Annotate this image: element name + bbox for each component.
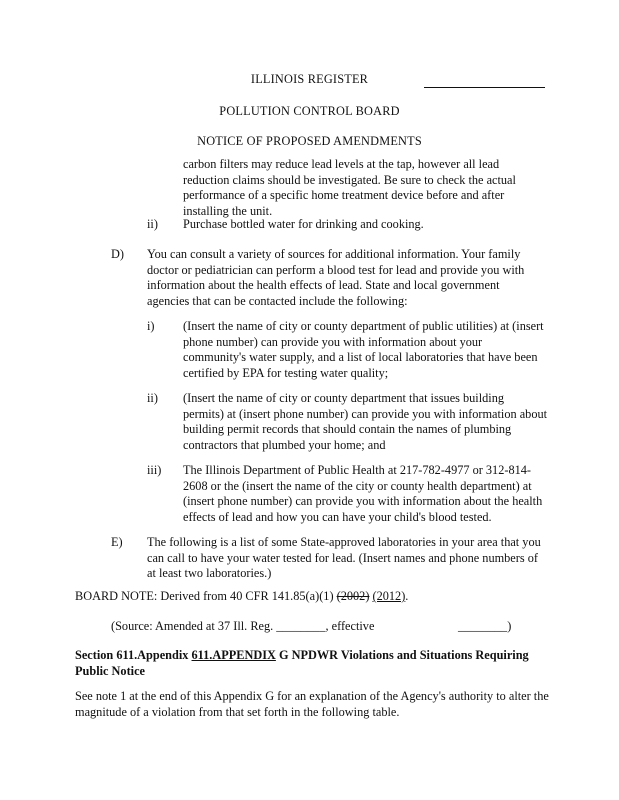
board-note [75, 589, 555, 605]
board-note-added: (2012) [372, 589, 406, 603]
register-title: ILLINOIS REGISTER [250, 72, 369, 86]
carry-over-paragraph: carbon filters may reduce lead levels at the tap, however all lead reduction claims should be investigated. Be sure to check the actual performance of a specific home treatment device before and after installing the unit. [183, 157, 516, 218]
item-e-label: E) [111, 535, 123, 549]
item-c-ii-text: Purchase bottled water for drinking and cooking. [183, 217, 424, 231]
appendix-note-paragraph: See note 1 at the end of this Appendix G for an explanation of the Agency's authority to alter the magnitude of a violation from that set forth in the following table. [75, 689, 549, 719]
item-d-text: You can consult a variety of sources for additional information. Your family doctor or pediatrician can perform a blood test for lead and provide you with information about the health effects of lead. State and local government agencies that can be contacted include the following: [147, 247, 525, 308]
board-note-struck: (2002) [336, 589, 370, 603]
item-d-iii-text: The Illinois Department of Public Health at 217-782-4977 or 312-814-2608 or the (insert the name of the city or county health department) at (insert phone number) can provide you with information about the health effects of lead and how you can have your child's blood tested. [183, 463, 543, 524]
header-rule [424, 87, 545, 88]
item-e-text: The following is a list of some State-approved laboratories in your area that you can call to have your water tested for lead. (Insert names and phone numbers of at least two laboratories.) [147, 535, 541, 581]
board-note-suffix: . [405, 589, 409, 603]
source-line: (Source: Amended at 37 Ill. Reg. ________, effective [111, 619, 375, 633]
item-d-i-label: i) [147, 319, 155, 333]
source-close: ________) [458, 619, 512, 633]
section-underlined: 611.APPENDIX [191, 648, 276, 662]
section-suffix: G NPDWR Violations and Situations Requiring Public Notice [75, 648, 529, 678]
board-title: POLLUTION CONTROL BOARD [219, 104, 400, 118]
item-c-ii-label: ii) [147, 217, 158, 231]
item-d-ii-label: ii) [147, 391, 158, 405]
item-d-label: D) [111, 247, 124, 261]
section-prefix: Section 611.Appendix [75, 648, 192, 662]
item-d-ii-text: (Insert the name of city or county department that issues building permits) at (insert phone number) can provide you with information about building permit records that should contain the names of plumbing contractors that plumbed your home; and [183, 391, 548, 452]
board-note-prefix: BOARD NOTE: Derived from 40 CFR 141.85(a)(1) [75, 589, 337, 603]
item-d-iii-label: iii) [147, 463, 162, 477]
section-heading [75, 648, 545, 679]
item-d-i-text: (Insert the name of city or county department of public utilities) at (insert phone number) can provide you with information about your community's water supply, and a list of local laboratories that have been certified by EPA for testing water quality; [183, 319, 544, 380]
notice-title: NOTICE OF PROPOSED AMENDMENTS [197, 134, 422, 148]
